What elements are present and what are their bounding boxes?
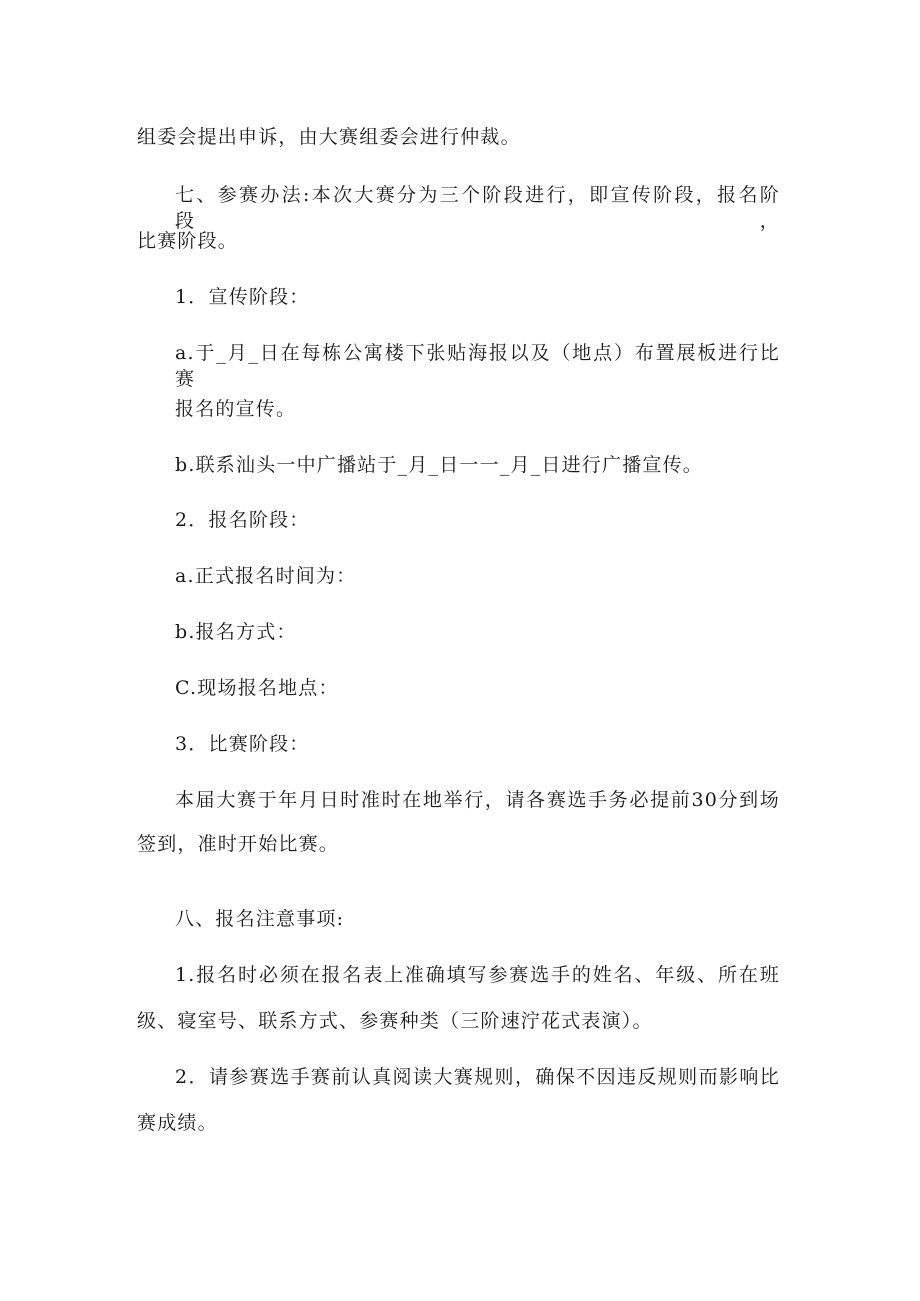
paragraph-competition-time: 本届大赛于年月日时准时在地举行，请各赛选手务必提前30分到场 <box>175 789 780 811</box>
list-item-note-1-cont: 级、寝室号、联系方式、参赛种类（三阶速泞花式表演）。 <box>137 1010 653 1032</box>
paragraph-line-arbitration: 组委会提出申诉，由大赛组委会进行仲裁。 <box>137 126 521 148</box>
list-item-publicity-b: b.联系汕头一中广播站于_月_日一一_月_日进行广播宣传。 <box>175 454 704 476</box>
subheading-competition-stage: 3．比赛阶段： <box>175 733 310 755</box>
subheading-publicity-stage: 1．宣传阶段： <box>175 286 310 308</box>
paragraph-competition-time-cont: 签到，准时开始比赛。 <box>137 833 340 855</box>
section-heading-participation-method: 七、参赛办法:本次大赛分为三个阶段进行，即宣传阶段，报名阶段， <box>175 184 780 232</box>
list-item-note-2-cont: 赛成绩。 <box>137 1112 218 1134</box>
list-item-publicity-a-cont: 报名的宣传。 <box>175 398 297 420</box>
list-item-note-2: 2．请参赛选手赛前认真阅读大赛规则，确保不因违反规则而影响比 <box>175 1066 780 1088</box>
list-item-registration-location: C.现场报名地点： <box>175 677 339 699</box>
paragraph-line-stages: 比赛阶段。 <box>137 230 239 252</box>
subheading-registration-stage: 2．报名阶段： <box>175 509 310 531</box>
list-item-registration-method: b.报名方式： <box>175 621 297 643</box>
list-item-registration-time: a.正式报名时间为： <box>175 565 357 587</box>
list-item-note-1: 1.报名时必须在报名表上准确填写参赛选手的姓名、年级、所在班 <box>175 964 780 986</box>
section-heading-registration-notes: 八、报名注意事项: <box>175 908 345 930</box>
list-item-publicity-a: a.于_月_日在每栋公寓楼下张贴海报以及（地点）布置展板进行比赛 <box>175 342 780 390</box>
